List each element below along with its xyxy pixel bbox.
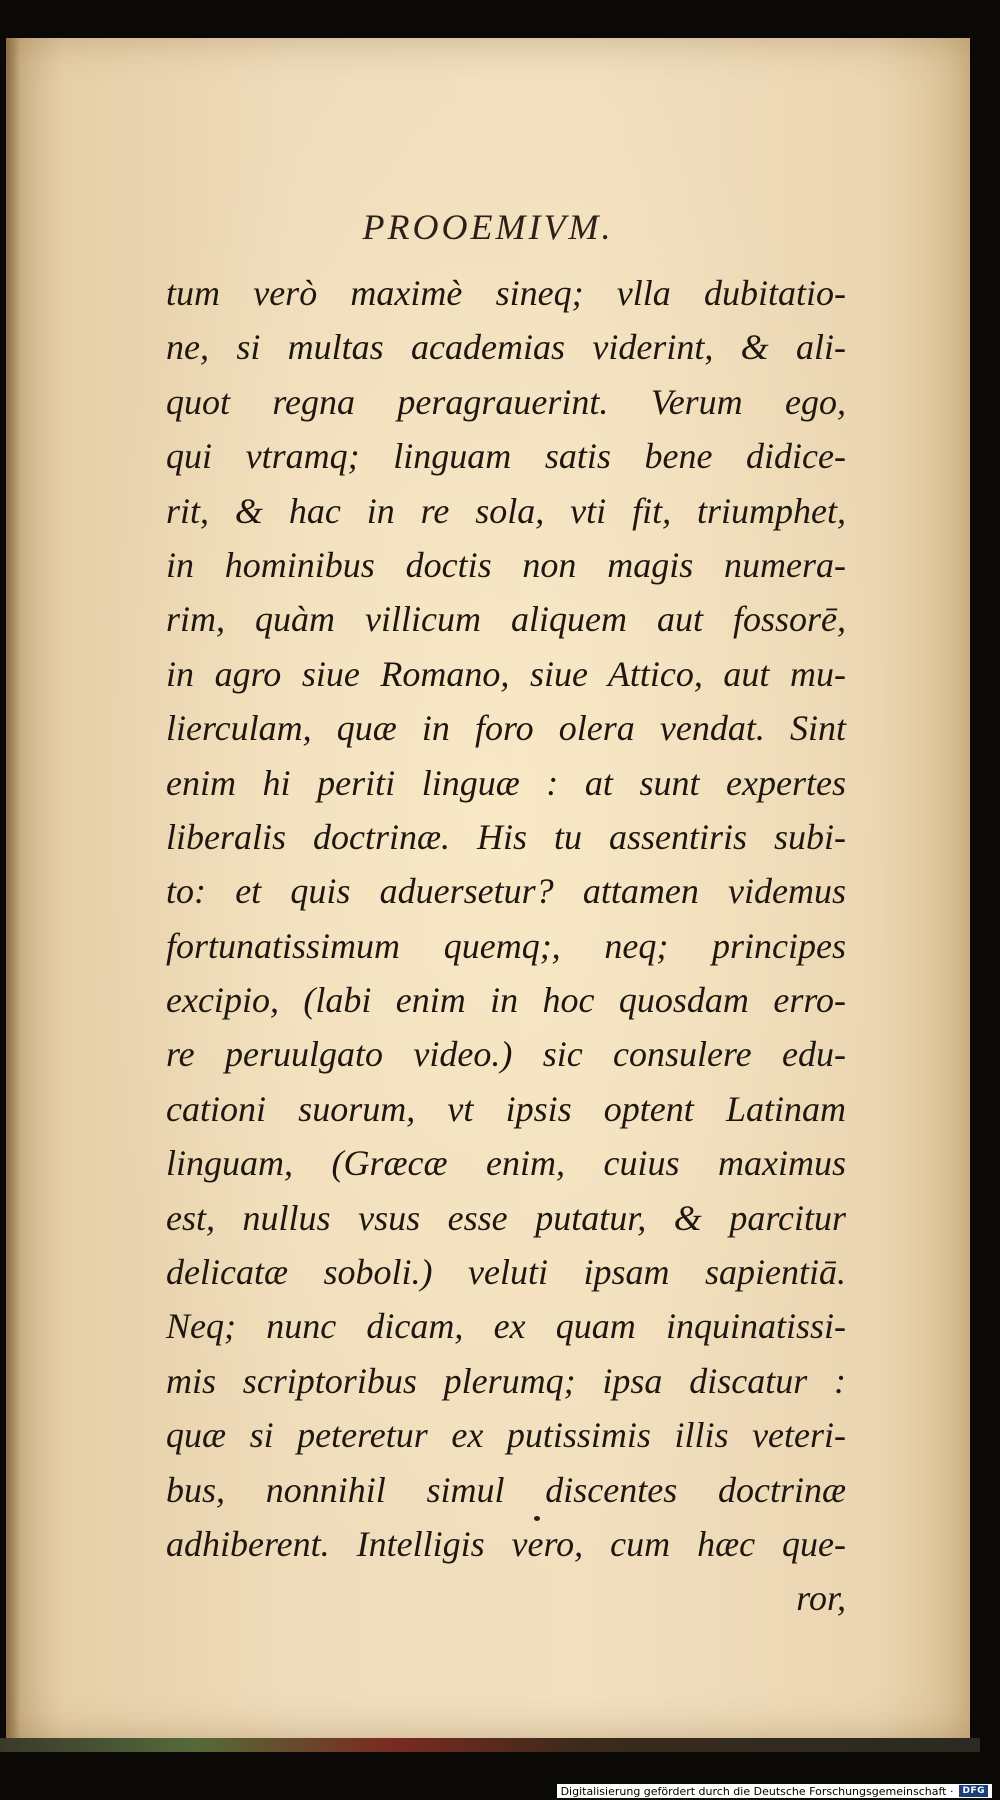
dfg-logo: DFG [959,1785,988,1797]
text-line: Neq; nunc dicam, ex quam inquinatissi- [166,1306,846,1347]
text-line: enim hi periti linguæ : at sunt expertes [166,762,846,803]
text-line: in agro siue Romano, siue Attico, aut mu- [166,653,846,694]
text-line: ne, si multas academias viderint, & ali- [166,327,846,368]
text-line: lierculam, quæ in foro olera vendat. Sint [166,708,846,749]
body-text [166,266,846,1626]
funding-credit: Digitalisierung gefördert durch die Deutsche Forschungsgemeinschaft · [560,1784,954,1798]
text-line: bus, nonnihil simul discentes doctrinæ [166,1469,846,1510]
text-line: est, nullus vsus esse putatur, & parcitur [166,1197,846,1238]
running-head: PROOEMIVM. [362,207,614,247]
text-line: to: et quis aduersetur? attamen videmus [166,871,846,912]
text-line: rim, quàm villicum aliquem aut fossorē, [166,599,846,640]
text-line: qui vtramq; linguam satis bene didice- [166,436,846,477]
book-page [6,38,970,1738]
text-line: quot regna peragrauerint. Verum ego, [166,381,846,422]
text-line: liberalis doctrinæ. His tu assentiris subi- [166,816,846,857]
text-line: rit, & hac in re sola, vti fit, triumphet, [166,490,846,531]
binding-edge [0,1738,980,1752]
text-line: excipio, (labi enim in hoc quosdam erro- [166,980,846,1021]
text-line: cationi suorum, vt ipsis optent Latinam [166,1088,846,1129]
text-line: tum verò maximè sineq; vlla dubitatio- [166,273,846,313]
text-line: linguam, (Græcæ enim, cuius maximus [166,1143,846,1184]
page-gutter-shadow [6,38,20,1738]
text-line: ror, [796,1578,846,1619]
digitization-footer [557,1784,992,1798]
text-line: adhiberent. Intelligis vero, cum hæc que- [166,1523,846,1564]
text-line: mis scriptoribus plerumq; ipsa discatur : [166,1360,846,1401]
text-line: fortunatissimum quemq;, neq; principes [166,925,846,966]
ink-speck [534,1516,540,1521]
text-line: re peruulgato video.) sic consulere edu- [166,1034,846,1075]
text-line: in hominibus doctis non magis numera- [166,544,846,585]
text-line: delicatæ soboli.) veluti ipsam sapientiā. [166,1252,846,1293]
text-line: quæ si peteretur ex putissimis illis veteri- [166,1415,846,1456]
